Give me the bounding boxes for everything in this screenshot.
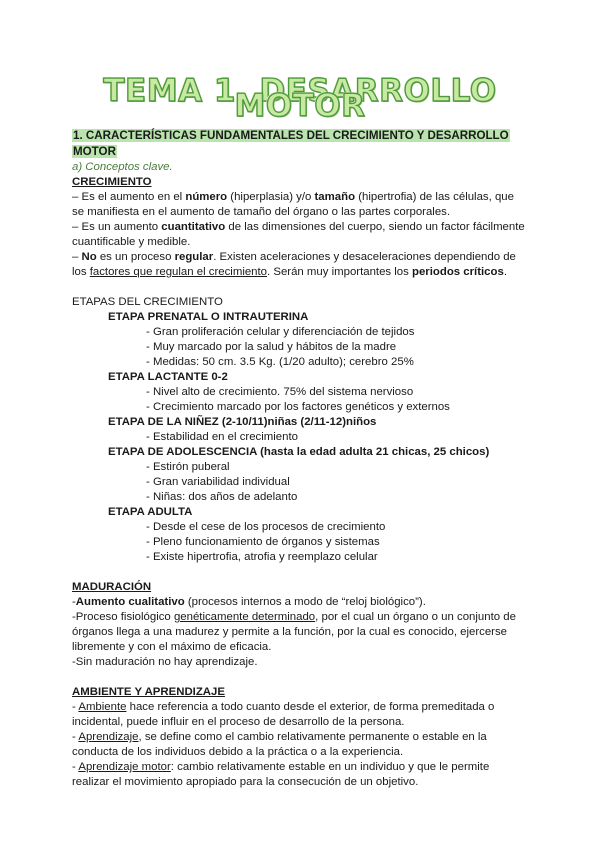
- underlined-text: Aprendizaje motor: [78, 761, 171, 773]
- text-run: (hiperplasia) y/o: [227, 191, 315, 203]
- bold-text: No: [81, 251, 97, 263]
- bold-text: número: [185, 191, 228, 203]
- text-run: , se define como el cambio relativamente permanente o estable en la conducta de los individuos debido a la práctica o a la experiencia.: [72, 731, 487, 758]
- ambiente-heading: AMBIENTE Y APRENDIZAJE: [72, 686, 225, 698]
- stage-adolescencia-item: - Niñas: dos años de adelanto: [146, 491, 298, 503]
- stage-adulta-item: - Pleno funcionamiento de órganos y sistemas: [146, 536, 380, 548]
- bold-text: periodos críticos: [412, 266, 504, 278]
- stage-adolescencia-item: - Estirón puberal: [146, 461, 230, 473]
- bold-text: cuantitativo: [161, 221, 226, 233]
- bold-text: tamaño: [314, 191, 356, 203]
- page-title: TEMA 1. DESARROLLO MOTOR: [103, 73, 497, 124]
- text-run: .: [503, 266, 507, 278]
- text-run: es un proceso: [96, 251, 175, 263]
- text-run: -: [72, 596, 76, 608]
- stage-adulta-item: - Existe hipertrofia, atrofia y reemplazo celular: [146, 551, 378, 563]
- document-content: [72, 128, 528, 790]
- crecimiento-paragraph-2: [72, 220, 528, 250]
- ambiente-paragraph-3: [72, 760, 528, 790]
- etapas-heading: ETAPAS DEL CRECIMIENTO: [72, 296, 223, 308]
- text-run: (hipertrofia) de las células, que se manifiesta en el aumento de tamaño del órgano o las partes corporales.: [72, 191, 514, 218]
- text-run: -Proceso fisiológico: [72, 611, 174, 623]
- text-run: : cambio relativamente estable en un individuo y que le permite realizar el movimiento apropiado para la consecución de un objetivo.: [72, 761, 490, 788]
- ambiente-paragraph-2: [72, 730, 528, 760]
- maduracion-heading: MADURACIÓN: [72, 581, 152, 593]
- stage-lactante-item: - Crecimiento marcado por los factores genéticos y externos: [146, 401, 450, 413]
- stage-prenatal-title: ETAPA PRENATAL O INTRAUTERINA: [108, 311, 309, 323]
- underlined-text: Aprendizaje: [78, 731, 139, 743]
- text-run: –: [72, 251, 82, 263]
- bold-text: Aumento cualitativo: [75, 596, 185, 608]
- text-run: – Es el aumento en el: [72, 191, 186, 203]
- maduracion-paragraph-2: [72, 610, 528, 655]
- text-run: -: [72, 761, 79, 773]
- section-subtitle: a) Conceptos clave.: [72, 161, 173, 173]
- stage-adulta-title: ETAPA ADULTA: [108, 506, 193, 518]
- crecimiento-paragraph-1: [72, 190, 528, 220]
- bold-text: regular: [174, 251, 214, 263]
- stage-ninez-title: ETAPA DE LA NIÑEZ (2-10/11)niñas (2/11-12)niños: [108, 416, 377, 428]
- underlined-text: genéticamente determinado: [173, 611, 316, 623]
- section-heading-text: 1. CARACTERÍSTICAS FUNDAMENTALES DEL CRECIMIENTO Y DESARROLLO MOTOR: [73, 129, 509, 158]
- underlined-text: Ambiente: [78, 701, 127, 713]
- spacer: [72, 670, 528, 685]
- stage-adulta-item: - Desde el cese de los procesos de crecimiento: [146, 521, 386, 533]
- text-run: -: [72, 701, 79, 713]
- underlined-text: factores que regulan el crecimiento: [89, 266, 268, 278]
- text-run: (procesos internos a modo de “reloj biológico”).: [184, 596, 426, 608]
- text-run: – Es un aumento: [72, 221, 162, 233]
- spacer: [72, 280, 528, 295]
- stage-lactante-title: ETAPA LACTANTE 0-2: [108, 371, 228, 383]
- text-run: de las dimensiones del cuerpo, siendo un factor fácilmente cuantificable y medible.: [72, 221, 525, 248]
- stage-prenatal-item: - Gran proliferación celular y diferenciación de tejidos: [146, 326, 415, 338]
- stage-lactante-item: - Nivel alto de crecimiento. 75% del sistema nervioso: [146, 386, 414, 398]
- text-run: . Serán muy importantes los: [267, 266, 413, 278]
- text-run: -: [72, 731, 79, 743]
- stage-prenatal-item: - Medidas: 50 cm. 3.5 Kg. (1/20 adulto); cerebro 25%: [146, 356, 414, 368]
- crecimiento-paragraph-3: [72, 250, 528, 280]
- crecimiento-heading: CRECIMIENTO: [72, 176, 152, 188]
- maduracion-paragraph-1: [72, 595, 528, 610]
- text-run: . Existen aceleraciones y desaceleraciones dependiendo de los: [72, 251, 516, 278]
- stage-prenatal-item: - Muy marcado por la salud y hábitos de la madre: [146, 341, 397, 353]
- text-run: , por el cual un órgano o un conjunto de órganos llega a una madurez y permite a la función, por la cual es conocido, ejercerse libremente y con el máximo de eficacia.: [72, 611, 516, 653]
- stage-adolescencia-item: - Gran variabilidad individual: [146, 476, 290, 488]
- text-run: hace referencia a todo cuanto desde el exterior, de forma premeditada o incidental, puede influir en el proceso de desarrollo de la persona.: [72, 701, 495, 728]
- spacer: [72, 565, 528, 580]
- ambiente-paragraph-1: [72, 700, 528, 730]
- maduracion-paragraph-3: -Sin maduración no hay aprendizaje.: [72, 656, 258, 668]
- stage-adolescencia-title: ETAPA DE ADOLESCENCIA (hasta la edad adulta 21 chicas, 25 chicos): [108, 446, 490, 458]
- title-area: [72, 0, 528, 124]
- stage-ninez-item: - Estabilidad en el crecimiento: [146, 431, 298, 443]
- section-heading: [72, 128, 528, 160]
